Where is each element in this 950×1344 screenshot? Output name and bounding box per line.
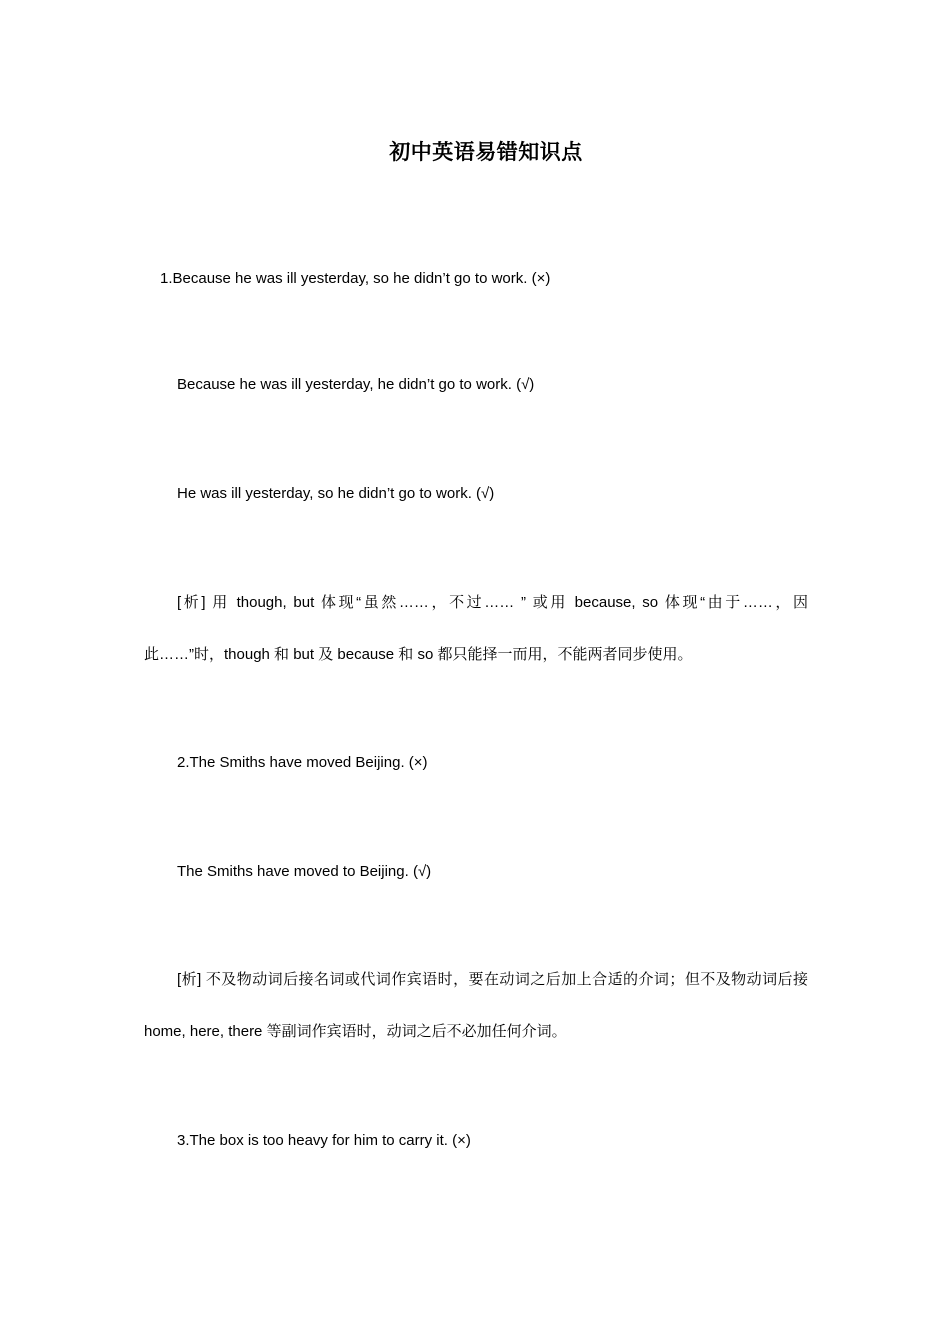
- item-1-wrong-sentence: 1.Because he was ill yesterday, so he didn’t go to work. (×): [160, 270, 551, 287]
- item-2-analysis: [析] 不及物动词后接名词或代词作宾语时，要在动词之后加上合适的介词；但不及物动词后接 home, here, there 等副词作宾语时，动词之后不必加任何介词。: [144, 971, 808, 1040]
- item-2-wrong-sentence: 2.The Smiths have moved Beijing. (×): [177, 754, 428, 771]
- item-1-analysis: [析] 用 though, but 体现“虽然……，不过…… ” 或用 because, so 体现“由于……，因此……”时，though 和 but 及 because 和 so 都只能择一而用，不能两者同步使用。: [144, 594, 808, 663]
- item-2-correct-sentence: The Smiths have moved to Beijing. (√): [177, 863, 432, 880]
- item-1-correct-sentence-2: He was ill yesterday, so he didn’t go to work. (√): [177, 485, 495, 502]
- item-1-correct-sentence-1: Because he was ill yesterday, he didn’t go to work. (√): [177, 376, 535, 393]
- item-3-wrong-sentence: 3.The box is too heavy for him to carry it. (×): [177, 1132, 471, 1149]
- document-title: 初中英语易错知识点: [389, 141, 583, 164]
